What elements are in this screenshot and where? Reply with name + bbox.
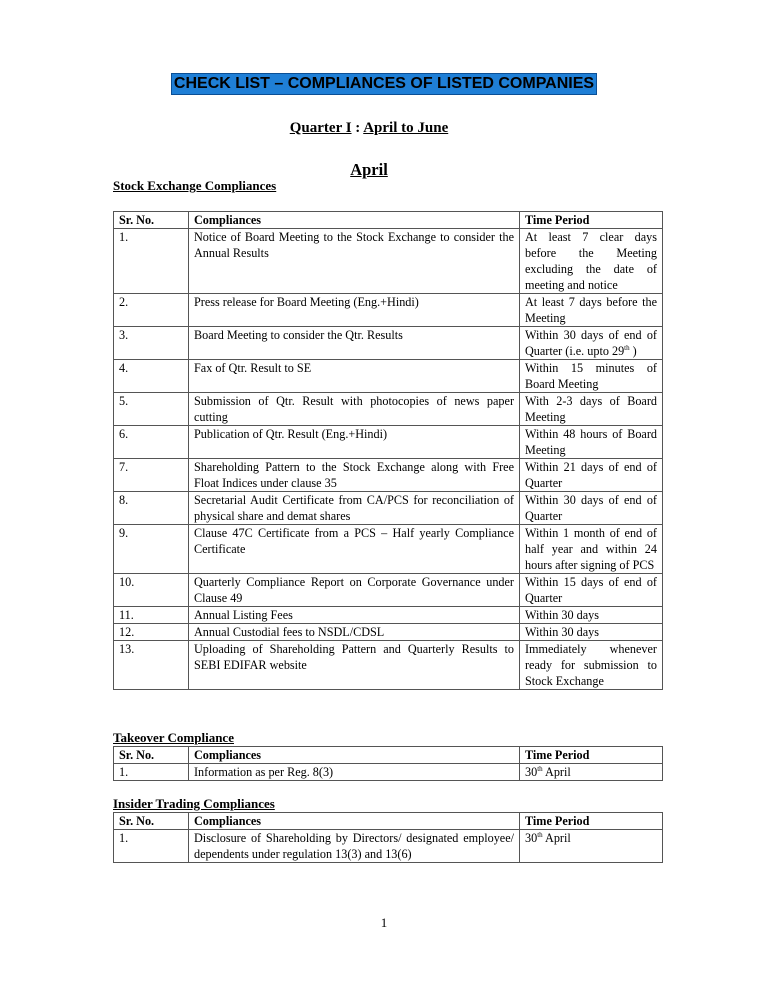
- table-row: [114, 624, 663, 641]
- time-text: Within 15 minutes of Board Meeting: [525, 361, 657, 391]
- cell-compliance: Submission of Qtr. Result with photocopies of news paper cutting: [189, 393, 520, 426]
- time-text: At least 7 days before the Meeting: [525, 295, 657, 325]
- page-number: 1: [380, 915, 388, 930]
- cell-sr-no: 1.: [114, 229, 189, 294]
- time-text-tail: April: [542, 765, 571, 779]
- header-sr-no: Sr. No.: [114, 212, 189, 229]
- stock-exchange-table: [113, 211, 663, 690]
- cell-time-period: [520, 294, 663, 327]
- time-text: Within 30 days: [525, 625, 599, 639]
- cell-time-period: [520, 764, 663, 781]
- cell-time-period: [520, 426, 663, 459]
- cell-sr-no: 1.: [114, 830, 189, 863]
- time-text: 30: [525, 831, 538, 845]
- table-row: [114, 459, 663, 492]
- table-row: [114, 764, 663, 781]
- cell-compliance: Annual Listing Fees: [189, 607, 520, 624]
- table-row: [114, 830, 663, 863]
- time-text: Within 48 hours of Board Meeting: [525, 427, 657, 457]
- header-compliances: Compliances: [189, 747, 520, 764]
- table-row: [114, 327, 663, 360]
- time-text: Within 21 days of end of Quarter: [525, 460, 657, 490]
- takeover-table: [113, 746, 663, 781]
- table-row: [114, 492, 663, 525]
- quarter-range: April to June: [363, 120, 449, 136]
- cell-compliance: Board Meeting to consider the Qtr. Results: [189, 327, 520, 360]
- cell-time-period: [520, 607, 663, 624]
- table-header-row: [114, 747, 663, 764]
- cell-compliance: Uploading of Shareholding Pattern and Quarterly Results to SEBI EDIFAR website: [189, 641, 520, 690]
- cell-compliance: Disclosure of Shareholding by Directors/ designated employee/ dependents under regulation 13(3) and 13(6): [189, 830, 520, 863]
- time-text: 30: [525, 765, 538, 779]
- time-text-tail: ): [629, 344, 637, 358]
- cell-sr-no: 9.: [114, 525, 189, 574]
- quarter-heading: [0, 120, 738, 137]
- cell-sr-no: 8.: [114, 492, 189, 525]
- cell-sr-no: 10.: [114, 574, 189, 607]
- page-title: CHECK LIST – COMPLIANCES OF LISTED COMPANIES: [171, 73, 597, 95]
- stock-exchange-heading: Stock Exchange Compliances: [113, 178, 277, 193]
- quarter-separator: :: [351, 120, 364, 136]
- cell-compliance: Information as per Reg. 8(3): [189, 764, 520, 781]
- table-row: [114, 574, 663, 607]
- header-time-period: Time Period: [520, 747, 663, 764]
- cell-sr-no: 3.: [114, 327, 189, 360]
- table-row: [114, 641, 663, 690]
- cell-sr-no: 13.: [114, 641, 189, 690]
- ordinal-suffix: th: [624, 343, 630, 352]
- time-text: Within 30 days: [525, 608, 599, 622]
- cell-compliance: Shareholding Pattern to the Stock Exchange along with Free Float Indices under clause 35: [189, 459, 520, 492]
- table-row: [114, 525, 663, 574]
- cell-time-period: [520, 459, 663, 492]
- cell-compliance: Publication of Qtr. Result (Eng.+Hindi): [189, 426, 520, 459]
- header-time-period: Time Period: [520, 212, 663, 229]
- cell-time-period: [520, 327, 663, 360]
- table-row: [114, 426, 663, 459]
- header-sr-no: Sr. No.: [114, 813, 189, 830]
- header-sr-no: Sr. No.: [114, 747, 189, 764]
- table-row: [114, 360, 663, 393]
- cell-sr-no: 12.: [114, 624, 189, 641]
- time-text: Within 15 days of end of Quarter: [525, 575, 657, 605]
- cell-sr-no: 4.: [114, 360, 189, 393]
- cell-sr-no: 5.: [114, 393, 189, 426]
- time-text-tail: April: [542, 831, 571, 845]
- cell-compliance: Annual Custodial fees to NSDL/CDSL: [189, 624, 520, 641]
- cell-compliance: Quarterly Compliance Report on Corporate Governance under Clause 49: [189, 574, 520, 607]
- time-text: Within 30 days of end of Quarter: [525, 493, 657, 523]
- cell-time-period: [520, 641, 663, 690]
- title-wrap: [0, 73, 768, 95]
- header-compliances: Compliances: [189, 813, 520, 830]
- cell-compliance: Fax of Qtr. Result to SE: [189, 360, 520, 393]
- cell-sr-no: 6.: [114, 426, 189, 459]
- cell-time-period: [520, 624, 663, 641]
- table-row: [114, 607, 663, 624]
- ordinal-suffix: th: [537, 764, 543, 773]
- cell-time-period: [520, 574, 663, 607]
- time-text: Within 30 days of end of Quarter (i.e. upto 29: [525, 328, 657, 358]
- cell-sr-no: 2.: [114, 294, 189, 327]
- cell-time-period: [520, 360, 663, 393]
- table-row: [114, 393, 663, 426]
- time-text: Within 1 month of end of half year and within 24 hours after signing of PCS: [525, 526, 657, 572]
- header-time-period: Time Period: [520, 813, 663, 830]
- cell-time-period: [520, 393, 663, 426]
- cell-time-period: [520, 229, 663, 294]
- cell-sr-no: 11.: [114, 607, 189, 624]
- cell-compliance: Clause 47C Certificate from a PCS – Half yearly Compliance Certificate: [189, 525, 520, 574]
- time-text: At least 7 clear days before the Meeting excluding the date of meeting and notice: [525, 230, 657, 292]
- insider-trading-table: [113, 812, 663, 863]
- cell-compliance: Notice of Board Meeting to the Stock Exchange to consider the Annual Results: [189, 229, 520, 294]
- cell-compliance: Secretarial Audit Certificate from CA/PCS for reconciliation of physical share and demat shares: [189, 492, 520, 525]
- table-row: [114, 294, 663, 327]
- table-row: [114, 229, 663, 294]
- table-header-row: [114, 212, 663, 229]
- ordinal-suffix: th: [537, 830, 543, 839]
- takeover-heading: Takeover Compliance: [113, 730, 234, 745]
- cell-sr-no: 1.: [114, 764, 189, 781]
- time-text: Immediately whenever ready for submission to Stock Exchange: [525, 642, 657, 688]
- table-header-row: [114, 813, 663, 830]
- month-heading: April: [350, 160, 388, 179]
- time-text: With 2-3 days of Board Meeting: [525, 394, 657, 424]
- cell-time-period: [520, 492, 663, 525]
- insider-trading-heading: Insider Trading Compliances: [113, 796, 275, 811]
- cell-time-period: [520, 525, 663, 574]
- header-compliances: Compliances: [189, 212, 520, 229]
- cell-compliance: Press release for Board Meeting (Eng.+Hindi): [189, 294, 520, 327]
- quarter-label: Quarter I: [289, 120, 352, 136]
- cell-time-period: [520, 830, 663, 863]
- cell-sr-no: 7.: [114, 459, 189, 492]
